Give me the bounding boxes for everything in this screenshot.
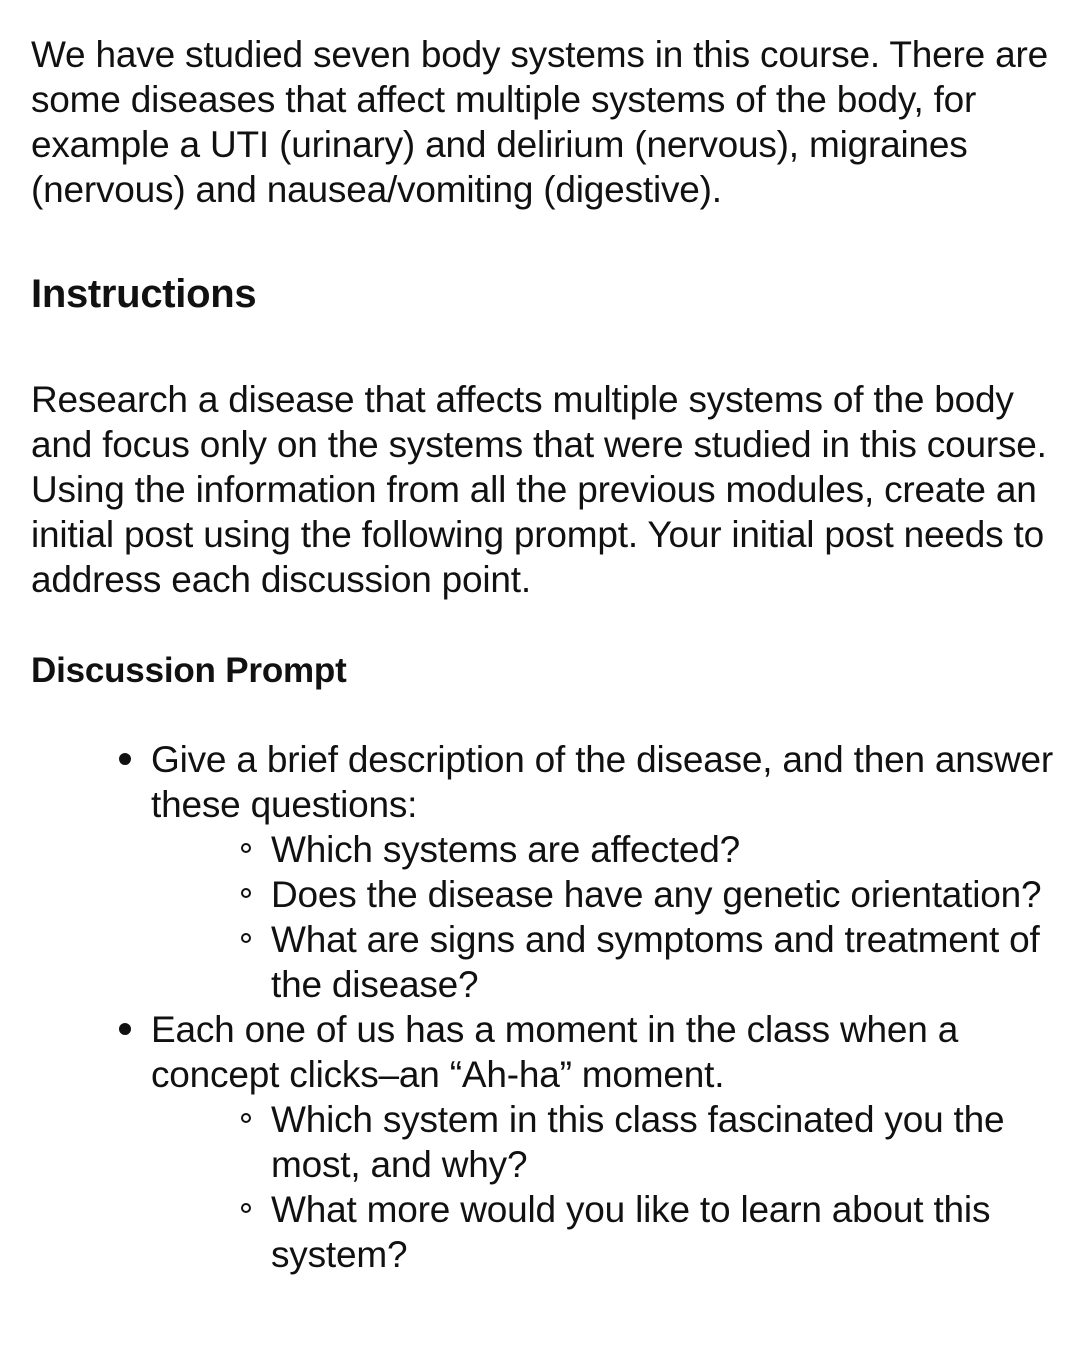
list-item-text: Each one of us has a moment in the class when a concept clicks–an “Ah-ha” moment. [151, 1009, 959, 1095]
bullet-circle-icon [241, 1203, 251, 1213]
sub-list [151, 827, 1061, 1007]
sub-list-item [271, 917, 1061, 1007]
intro-paragraph: We have studied seven body systems in this course. There are some diseases that affect multiple systems of the body, for example a UTI (urinary) and delirium (nervous), migraines (nervous) and nausea/vomiting (digestive). [31, 34, 1048, 210]
sub-list-item [271, 1097, 1061, 1187]
discussion-list [31, 737, 1061, 1277]
bullet-disc-icon [119, 753, 131, 765]
bullet-circle-icon [241, 933, 251, 943]
sub-list-item [271, 872, 1061, 917]
sub-list-item-text: Which system in this class fascinated you the most, and why? [271, 1099, 1005, 1185]
sub-list-item-text: Which systems are affected? [271, 829, 740, 870]
list-item [151, 737, 1061, 1007]
sub-list-item-text: What more would you like to learn about this system? [271, 1189, 991, 1275]
bullet-disc-icon [119, 1023, 131, 1035]
instructions-heading: Instructions [31, 272, 257, 316]
discussion-prompt-heading: Discussion Prompt [31, 651, 347, 690]
instructions-paragraph: Research a disease that affects multiple systems of the body and focus only on the systems that were studied in this course. Using the information from all the previous modules, create an initial post using the following prompt. Your initial post needs to address each discussion point. [31, 379, 1047, 600]
bullet-circle-icon [241, 888, 251, 898]
bullet-circle-icon [241, 843, 251, 853]
bullet-circle-icon [241, 1113, 251, 1123]
list-item [151, 1007, 1061, 1277]
sub-list-item-text: Does the disease have any genetic orientation? [271, 874, 1042, 915]
sub-list-item [271, 827, 1061, 872]
document-content [31, 32, 1061, 1277]
sub-list [151, 1097, 1061, 1277]
sub-list-item [271, 1187, 1061, 1277]
list-item-text: Give a brief description of the disease, and then answer these questions: [151, 739, 1054, 825]
sub-list-item-text: What are signs and symptoms and treatment of the disease? [271, 919, 1040, 1005]
